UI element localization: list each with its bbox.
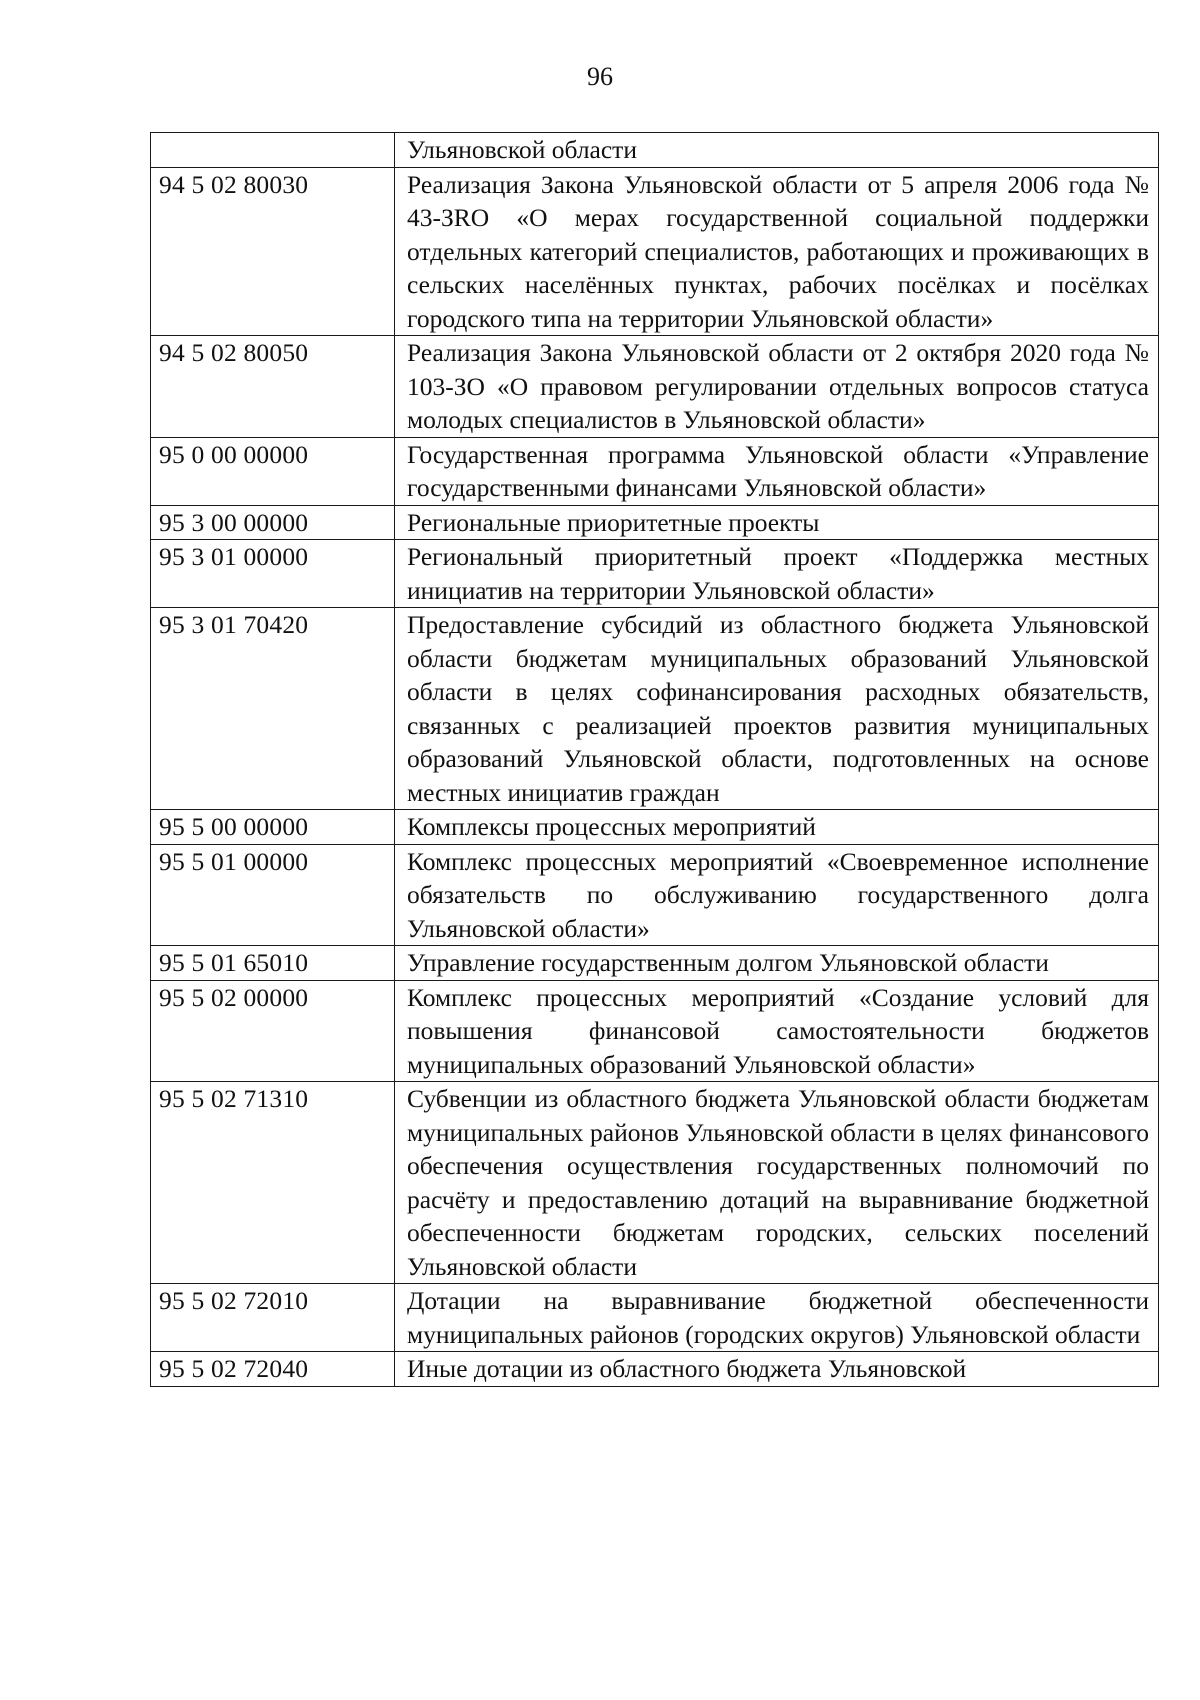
table-row — [151, 946, 1159, 981]
budget-classification-table — [150, 132, 1159, 1387]
row-name: Управление государственным долгом Ульяновской области — [395, 946, 1159, 981]
row-name: Субвенции из областного бюджета Ульяновской области бюджетам муниципальных районов Ульяновской области в целях финансового обеспечения осуществления государственных полномочий по расчёту и предоставлению дотаций на выравнивание бюджетной обеспеченности бюджетам городских, сельских поселений Ульяновской области — [395, 1082, 1159, 1284]
table-row — [151, 1082, 1159, 1284]
row-code: 95 5 02 72010 — [151, 1284, 395, 1352]
row-code — [151, 133, 395, 168]
table-row — [151, 167, 1159, 336]
row-name: Региональные приоритетные проекты — [395, 505, 1159, 540]
table-row — [151, 540, 1159, 608]
table-row — [151, 1352, 1159, 1387]
table-row — [151, 980, 1159, 1082]
row-code: 95 5 02 00000 — [151, 980, 395, 1082]
page-number: 96 — [587, 62, 613, 91]
table-row — [151, 1284, 1159, 1352]
row-code: 95 3 00 00000 — [151, 505, 395, 540]
row-name: Иные дотации из областного бюджета Ульяновской — [395, 1352, 1159, 1387]
row-name: Региональный приоритетный проект «Поддержка местных инициатив на территории Ульяновской области» — [395, 540, 1159, 608]
row-name: Комплекс процессных мероприятий «Создание условий для повышения финансовой самостоятельности бюджетов муниципальных образований Ульяновской области» — [395, 980, 1159, 1082]
row-name: Реализация Закона Ульяновской области от 5 апреля 2006 года № 43-ЗRО «О мерах государственной социальной поддержки отдельных категорий специалистов, работающих и проживающих в сельских населённых пунктах, рабочих посёлках и посёлках городского типа на территории Ульяновской области» — [395, 167, 1159, 336]
row-code: 95 5 01 65010 — [151, 946, 395, 981]
row-code: 95 0 00 00000 — [151, 437, 395, 505]
row-code: 95 3 01 70420 — [151, 608, 395, 810]
table-row — [151, 133, 1159, 168]
table-row — [151, 437, 1159, 505]
row-name: Ульяновской области — [395, 133, 1159, 168]
table-row — [151, 505, 1159, 540]
table-row — [151, 810, 1159, 845]
row-code: 95 5 02 71310 — [151, 1082, 395, 1284]
table-row — [151, 844, 1159, 946]
row-code: 95 5 01 00000 — [151, 844, 395, 946]
table-row — [151, 336, 1159, 438]
row-name: Реализация Закона Ульяновской области от 2 октября 2020 года № 103-ЗО «О правовом регулировании отдельных вопросов статуса молодых специалистов в Ульяновской области» — [395, 336, 1159, 438]
row-name: Предоставление субсидий из областного бюджета Ульяновской области бюджетам муниципальных образований Ульяновской области в целях софинансирования расходных обязательств, связанных с реализацией проектов развития муниципальных образований Ульяновской области, подготовленных на основе местных инициатив граждан — [395, 608, 1159, 810]
row-code: 95 5 00 00000 — [151, 810, 395, 845]
row-name: Дотации на выравнивание бюджетной обеспеченности муниципальных районов (городских округов) Ульяновской области — [395, 1284, 1159, 1352]
table-row — [151, 608, 1159, 810]
row-code: 95 3 01 00000 — [151, 540, 395, 608]
row-name: Государственная программа Ульяновской области «Управление государственными финансами Ульяновской области» — [395, 437, 1159, 505]
row-name: Комплекс процессных мероприятий «Своевременное исполнение обязательств по обслуживанию государственного долга Ульяновской области» — [395, 844, 1159, 946]
row-code: 94 5 02 80050 — [151, 336, 395, 438]
row-code: 95 5 02 72040 — [151, 1352, 395, 1387]
row-code: 94 5 02 80030 — [151, 167, 395, 336]
row-name: Комплексы процессных мероприятий — [395, 810, 1159, 845]
